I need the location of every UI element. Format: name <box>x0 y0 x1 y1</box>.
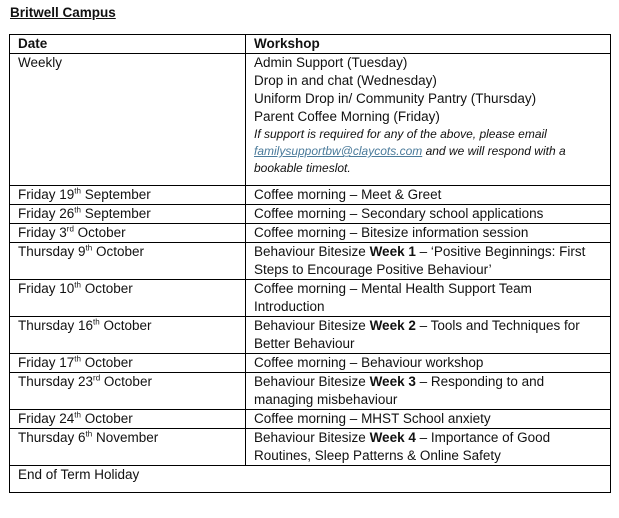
date-column-header: Date <box>10 35 246 54</box>
schedule-row <box>10 280 611 317</box>
date-day: Friday 17 <box>18 355 75 370</box>
date-ordinal-suffix: rd <box>66 224 74 234</box>
workshop-text: Coffee morning – Behaviour workshop <box>254 355 484 370</box>
workshop-text-rest: – Responding to and managing misbehaviour <box>254 374 545 407</box>
support-note-text: If support is required for any of the above, please email <box>254 127 547 141</box>
date-month: October <box>100 374 152 389</box>
date-month: October <box>80 411 133 426</box>
schedule-row <box>10 205 611 224</box>
date-day: Friday 24 <box>18 411 75 426</box>
workshop-week-label: Week 4 <box>369 430 416 445</box>
date-ordinal-suffix: rd <box>93 373 101 383</box>
workshop-cell <box>246 280 611 317</box>
email-link[interactable]: familysupportbw@claycots.com <box>254 144 423 158</box>
date-month: October <box>92 244 144 259</box>
workshop-text: Coffee morning – Mental Health Support Team Introduction <box>254 281 532 314</box>
weekly-item: Parent Coffee Morning (Friday) <box>254 109 440 124</box>
schedule-row <box>10 373 611 410</box>
date-ordinal-suffix: th <box>74 205 81 215</box>
schedule-row <box>10 410 611 429</box>
date-day: Friday 3 <box>18 225 67 240</box>
schedule-row <box>10 429 611 466</box>
date-day: Friday 26 <box>18 206 75 221</box>
date-month: September <box>80 206 151 221</box>
workshop-cell <box>246 373 611 410</box>
workshop-text: Behaviour Bitesize <box>254 374 370 389</box>
weekly-date-cell: Weekly <box>10 54 246 186</box>
date-cell <box>10 317 246 354</box>
support-note-text-end: and we will respond with a bookable timeslot. <box>254 144 566 175</box>
workshop-text-rest: – Importance of Good Routines, Sleep Patterns & Online Safety <box>254 430 551 463</box>
date-ordinal-suffix: th <box>74 354 81 364</box>
date-cell <box>10 373 246 410</box>
schedule-table <box>9 34 611 493</box>
table-header-row <box>10 35 611 54</box>
date-day: Thursday 9 <box>18 244 86 259</box>
schedule-row <box>10 224 611 243</box>
workshop-text: Behaviour Bitesize <box>254 318 370 333</box>
workshop-cell <box>246 243 611 280</box>
date-ordinal-suffix: th <box>85 429 93 439</box>
workshop-cell <box>246 429 611 466</box>
weekly-item: Drop in and chat (Wednesday) <box>254 73 437 88</box>
date-day: Thursday 6 <box>18 430 86 445</box>
date-month: October <box>73 225 126 240</box>
workshop-text: Coffee morning – Secondary school applications <box>254 206 544 221</box>
date-cell <box>10 243 246 280</box>
workshop-text: Behaviour Bitesize <box>254 244 370 259</box>
workshop-cell <box>246 410 611 429</box>
date-cell <box>10 280 246 317</box>
schedule-row <box>10 354 611 373</box>
workshop-text-rest: – ‘Positive Beginnings: First Steps to Encourage Positive Behaviour’ <box>254 244 586 277</box>
weekly-item: Uniform Drop in/ Community Pantry (Thursday) <box>254 91 537 106</box>
end-of-term-label: End of Term Holiday <box>10 466 611 493</box>
workshop-cell <box>246 186 611 205</box>
date-ordinal-suffix: th <box>74 410 81 420</box>
workshop-text: Coffee morning – Meet & Greet <box>254 187 442 202</box>
date-ordinal-suffix: th <box>74 186 81 196</box>
page-title: Britwell Campus <box>10 5 116 20</box>
schedule-row <box>10 186 611 205</box>
workshop-cell <box>246 205 611 224</box>
workshop-cell <box>246 354 611 373</box>
date-ordinal-suffix: th <box>74 280 81 290</box>
date-month: October <box>80 281 133 296</box>
date-ordinal-suffix: th <box>85 243 93 253</box>
workshop-cell <box>246 224 611 243</box>
support-note <box>254 126 604 177</box>
weekly-workshop-cell <box>246 54 611 186</box>
date-cell <box>10 410 246 429</box>
workshop-text: Behaviour Bitesize <box>254 430 370 445</box>
workshop-week-label: Week 2 <box>369 318 416 333</box>
date-cell <box>10 186 246 205</box>
date-month: September <box>80 187 151 202</box>
date-day: Thursday 16 <box>18 318 94 333</box>
date-cell <box>10 205 246 224</box>
date-month: October <box>99 318 152 333</box>
workshop-cell <box>246 317 611 354</box>
workshop-text: Coffee morning – MHST School anxiety <box>254 411 491 426</box>
workshop-column-header: Workshop <box>246 35 611 54</box>
date-day: Friday 19 <box>18 187 75 202</box>
workshop-text: Coffee morning – Bitesize information session <box>254 225 529 240</box>
date-cell <box>10 429 246 466</box>
date-day: Friday 10 <box>18 281 75 296</box>
date-month: October <box>80 355 133 370</box>
date-ordinal-suffix: th <box>93 317 100 327</box>
weekly-item: Admin Support (Tuesday) <box>254 55 408 70</box>
schedule-row <box>10 317 611 354</box>
date-cell <box>10 354 246 373</box>
footer-row <box>10 466 611 493</box>
date-month: November <box>92 430 159 445</box>
workshop-week-label: Week 1 <box>369 244 416 259</box>
workshop-week-label: Week 3 <box>369 374 416 389</box>
weekly-row <box>10 54 611 186</box>
schedule-row <box>10 243 611 280</box>
date-day: Thursday 23 <box>18 374 94 389</box>
date-cell <box>10 224 246 243</box>
workshop-text-rest: – Tools and Techniques for Better Behaviour <box>254 318 580 351</box>
